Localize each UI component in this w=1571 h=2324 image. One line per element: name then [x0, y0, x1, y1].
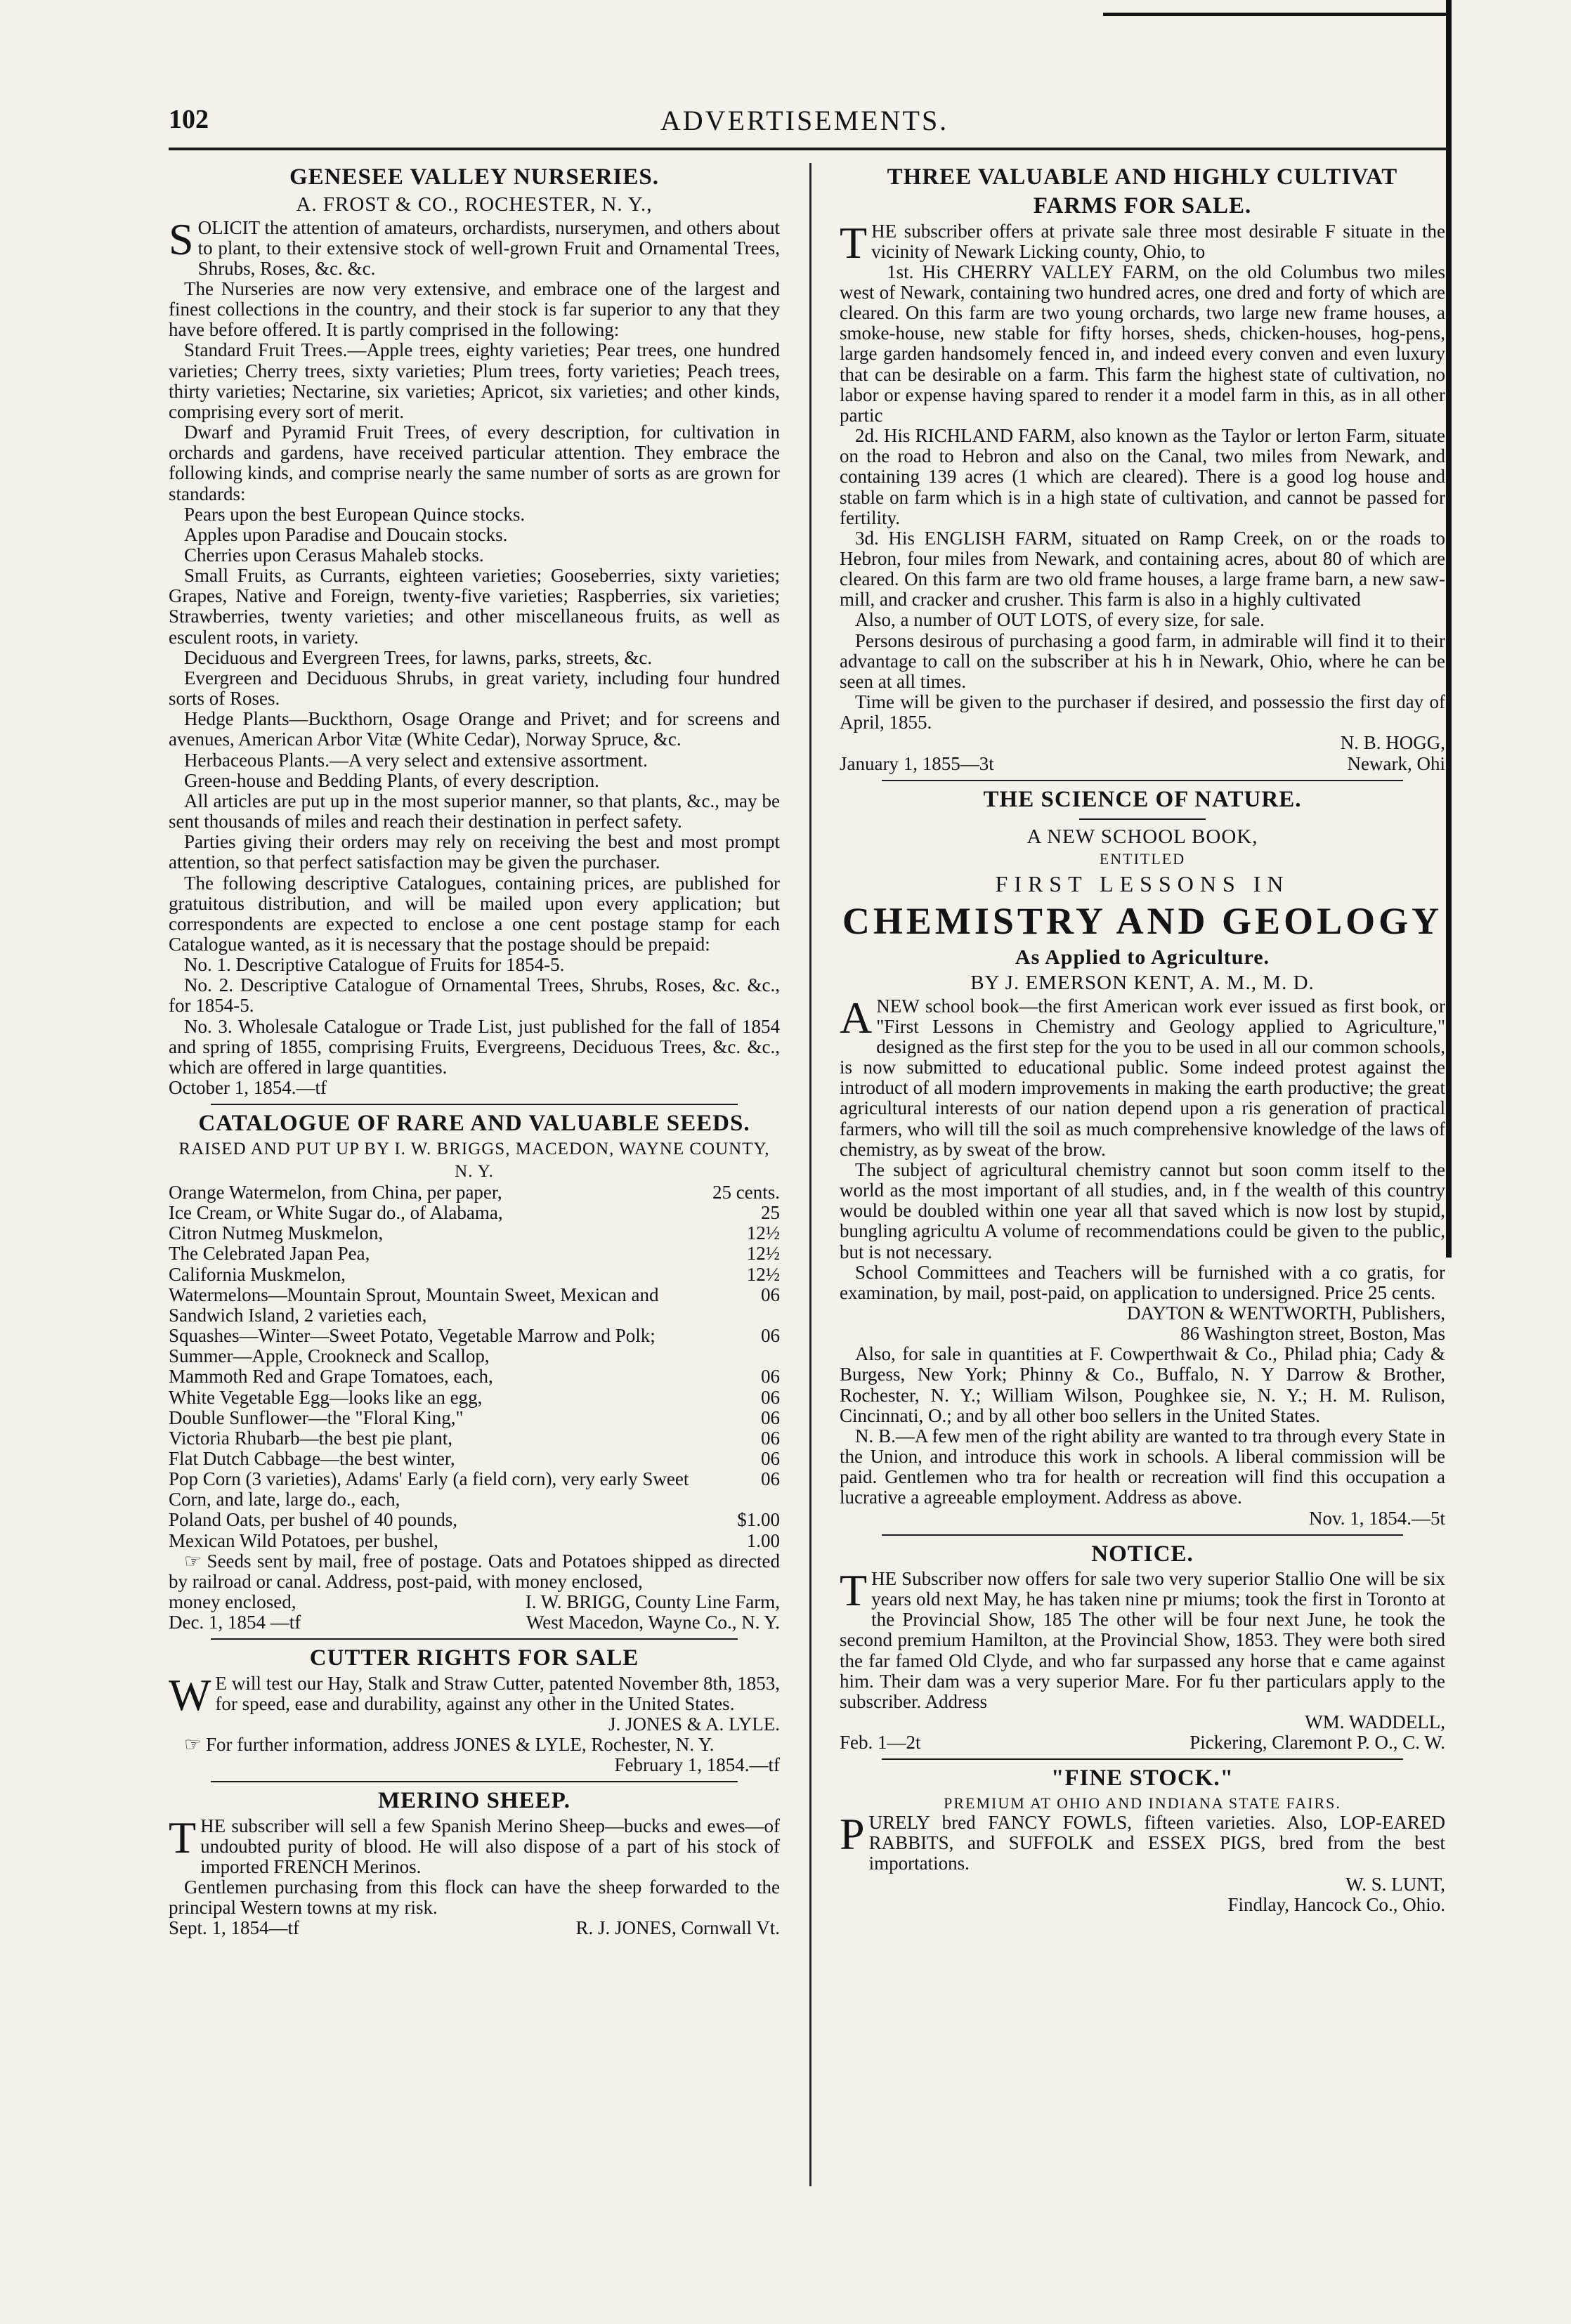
page-number: 102: [169, 105, 209, 134]
list-item: Mammoth Red and Grape Tomatoes, each, 06: [169, 1366, 780, 1388]
ad-notice-stallions: [840, 1540, 1445, 1754]
ad-paragraph: Green-house and Bedding Plants, of every description.: [184, 769, 599, 791]
ad-paragraph: The subject of agricultural chemistry cannot but soon comm itself to the world as the most important of all studies, and, in f the wealth of this country would be doubled within one year all that saved which is now lost by stupid, bungling agricultu A volume of recommendations could be given to the public, but is not necessary.: [840, 1158, 1445, 1262]
ad-title: CUTTER RIGHTS FOR SALE: [309, 1645, 639, 1671]
running-head: ADVERTISEMENTS.: [660, 105, 949, 136]
ad-date: Nov. 1, 1854.—5t: [1309, 1507, 1445, 1529]
ad-paragraph: ☞ For further information, address JONES & LYLE, Rochester, N. Y.: [184, 1734, 715, 1756]
book-title: CHEMISTRY AND GEOLOGY: [842, 899, 1443, 942]
ad-paragraph: Parties giving their orders may rely on receiving the best and most prompt attention, so that perfect satisfaction may be given the purchaser.: [169, 831, 780, 873]
ad-date: October 1, 1854.—tf: [169, 1077, 327, 1099]
ad-paragraph: Small Fruits, as Currants, eighteen varieties; Gooseberries, sixty varieties; Grapes, Native and Foreign, twenty-five varieties; Raspberries, six varieties; Strawberries, twenty varieties; and other miscellaneous fruits, as well as esculent roots, in variety.: [169, 565, 780, 648]
ad-subtitle: A NEW SCHOOL BOOK,: [1026, 825, 1258, 848]
ad-paragraph: PURELY bred FANCY FOWLS, fifteen varieties. Also, LOP-EARED RABBITS, and SUFFOLK and ESSEX PIGS, bred from the best importations.: [840, 1809, 1445, 1874]
scan-border-top: [1103, 13, 1450, 16]
ad-merino-sheep: [169, 1787, 780, 1938]
list-item: California Muskmelon, 12½: [169, 1263, 780, 1285]
list-item: White Vegetable Egg—looks like an egg, 06: [169, 1386, 780, 1408]
list-item: Poland Oats, per bushel of 40 pounds, $1.00: [169, 1509, 780, 1531]
ad-paragraph: Gentlemen purchasing from this flock can have the sheep forwarded to the principal Western towns at my risk.: [169, 1876, 780, 1919]
ad-subtitle: A. FROST & CO., ROCHESTER, N. Y.,: [296, 193, 653, 216]
scan-border-right: [1446, 0, 1452, 1258]
drop-cap: A: [840, 992, 873, 1043]
ad-paragraph: Deciduous and Evergreen Trees, for lawns, parks, streets, &c.: [184, 646, 653, 668]
list-item: Orange Watermelon, from China, per paper, 25 cents.: [169, 1181, 780, 1203]
list-item: Double Sunflower—the "Floral King," 06: [169, 1406, 780, 1428]
ad-title: "FINE STOCK.": [1051, 1765, 1234, 1791]
ad-paragraph: SOLICIT the attention of amateurs, orchardists, nurserymen, and others about to plant, to their extensive stock of well-grown Fruit and Ornamental Trees, Shrubs, Roses, &c. &c.: [169, 214, 780, 279]
book-author: BY J. EMERSON KENT, A. M., M. D.: [970, 972, 1315, 995]
title-rule: [1079, 818, 1206, 820]
ad-paragraph: THE subscriber offers at private sale three most desirable F situate in the vicinity of Newark Licking county, Ohio, to: [840, 217, 1445, 268]
ad-cutter-rights: [169, 1644, 780, 1775]
ad-paragraph: 2d. His RICHLAND FARM, also known as the Taylor or lerton Farm, situate on the road to Hebron and also on the Canal, two miles from Newark, and containing 139 acres (1 which are cleared). There is a good log house and stable on farm which is in a high state of cultivation, and cannot be passed for fertility.: [840, 425, 1445, 528]
ad-paragraph: Time will be given to the purchaser if desired, and possessio the first day of April, 1855.: [840, 691, 1445, 733]
ad-title: NOTICE.: [1091, 1541, 1194, 1567]
list-item: Citron Nutmeg Muskmelon, 12½: [169, 1222, 780, 1244]
ad-paragraph: 3d. His ENGLISH FARM, situated on Ramp Creek, on or the roads to Hebron, four miles from Newark, and containing acres, about 80 of which are cleared. On this farm are two old frame houses, a large frame barn, a new saw-mill, and cracker and crusher. This farm is also in a highly cultivated: [840, 527, 1445, 611]
signature-row: Feb. 1—2t Pickering, Claremont P. O., C. W.: [840, 1732, 1445, 1754]
ad-title: THREE VALUABLE AND HIGHLY CULTIVAT: [887, 164, 1398, 190]
signature-row: J. JONES & A. LYLE.: [608, 1713, 780, 1735]
ad-subtitle: PREMIUM AT OHIO AND INDIANA STATE FAIRS.: [944, 1794, 1341, 1812]
ad-paragraph: Evergreen and Deciduous Shrubs, in great variety, including four hundred sorts of Roses.: [169, 667, 780, 710]
list-item: Mexican Wild Potatoes, per bushel, 1.00: [169, 1529, 780, 1551]
ad-subtitle: RAISED AND PUT UP BY I. W. BRIGGS, MACEDON, WAYNE COUNTY, N. Y.: [178, 1140, 770, 1181]
column-divider: [809, 163, 811, 2186]
ad-paragraph: 1st. His CHERRY VALLEY FARM, on the old Columbus two miles west of Newark, containing two hundred acres, one dred and forty of which are cleared. On this farm are two young orchards, two large new frame houses, a smoke-house, new stable for fifty horses, sheds, chicken-houses, hog-pens, large garden handsomely fenced in, and indeed every conven and even luxury that can be desirable on a farm. This farm the highest state of cultivation, no labor or expense having spared to render it a model farm in this, as in all other partic: [840, 261, 1445, 426]
ad-paragraph: Herbaceous Plants.—A very select and extensive assortment.: [184, 749, 648, 771]
ad-genesee-nurseries: [169, 163, 780, 1098]
ad-divider: [882, 780, 1403, 781]
ad-divider: [882, 1534, 1403, 1536]
ad-paragraph: Also, a number of OUT LOTS, of every size, for sale.: [855, 609, 1265, 631]
list-item: The Celebrated Japan Pea, 12½: [169, 1243, 780, 1265]
ad-seeds-catalogue: [169, 1109, 780, 1633]
ad-paragraph: ☞ Seeds sent by mail, free of postage. Oats and Potatoes shipped as directed by railroad or canal. Address, post-paid, with money enclosed,: [169, 1550, 780, 1592]
ad-paragraph: No. 1. Descriptive Catalogue of Fruits for 1854-5.: [184, 954, 565, 976]
ad-paragraph: No. 2. Descriptive Catalogue of Ornamental Trees, Shrubs, Roses, &c. &c., for 1854-5.: [169, 974, 780, 1017]
ad-paragraph: Hedge Plants—Buckthorn, Osage Orange and Privet; and for screens and avenues, American Arbor Vitæ (White Cedar), Norway Spruce, &c.: [169, 708, 780, 750]
ad-title: GENESEE VALLEY NURSERIES.: [289, 164, 659, 190]
ad-paragraph: Dwarf and Pyramid Fruit Trees, of every description, for cultivation in orchards and gardens, have received particular attention. They embrace the following kinds, and comprise nearly the same number of sorts as are grown for standards:: [169, 422, 780, 504]
drop-cap: P: [840, 1809, 865, 1860]
right-column: [840, 163, 1445, 1919]
ad-paragraph: THE Subscriber now offers for sale two very superior Stallio One will be six years old next May, he has taken nine pr miums; took the first in Toronto at the Provincial Show, 185 The other will be four next June, he took the second premium Hamilton, at the Provincial Show, 1853. They were both sired the far famed Old Clyde, and who far surpassed any horse that e came against him. Their dam was a very superior Mare. For fu ther particulars apply to the subscriber. Address: [840, 1565, 1445, 1712]
list-item: Pop Corn (3 varieties), Adams' Early (a field corn), very early Sweet Corn, and late, large do., each, 06: [169, 1468, 780, 1510]
ad-title: FARMS FOR SALE.: [1033, 193, 1252, 219]
ad-paragraph: Cherries upon Cerasus Mahaleb stocks.: [184, 544, 484, 566]
signature-row: January 1, 1855—3t Newark, Ohi: [840, 752, 1445, 774]
page-header: [169, 104, 1440, 143]
list-item: Squashes—Winter—Sweet Potato, Vegetable Marrow and Polk; Summer—Apple, Crookneck and Scallop, 06: [169, 1325, 780, 1367]
drop-cap: T: [169, 1812, 197, 1862]
ad-divider: [882, 1758, 1403, 1760]
signature-row: WM. WADDELL,: [1305, 1711, 1445, 1733]
ad-paragraph: Also, for sale in quantities at F. Cowperthwait & Co., Philad phia; Cady & Burgess, New York; Phinny & Co., Buffalo, N. Y Darrow & Brother, Rochester, N. Y.; William Wilson, Poughkee sie, N. Y.; H. M. Rulison, Cincinnati, O.; and by all other boo sellers in the United States.: [840, 1343, 1445, 1426]
signature-row: DAYTON & WENTWORTH, Publishers,: [1126, 1303, 1445, 1324]
ad-paragraph: All articles are put up in the most superior manner, so that plants, &c., may be sent thousands of miles and reach their destination in perfect safety.: [169, 790, 780, 833]
signature-row: N. B. HOGG,: [1340, 732, 1445, 754]
ad-paragraph: School Committees and Teachers will be furnished with a co gratis, for examination, by mail, post-paid, on application to undersigned. Price 25 cents.: [840, 1261, 1445, 1303]
ad-farms-for-sale: [840, 163, 1445, 774]
signature-row: Dec. 1, 1854 —tf West Macedon, Wayne Co., N. Y.: [169, 1612, 780, 1633]
ad-divider: [211, 1104, 738, 1105]
ad-fine-stock: [840, 1764, 1445, 1915]
signature-row: W. S. LUNT,: [1345, 1873, 1445, 1895]
ad-paragraph: ANEW school book—the first American work ever issued as first book, or "First Lessons in Chemistry and Geology applied to Agriculture," designed as the first step for the you to be used in all our common schools, is now submitted to educational public. Some indeed protest against the introduct of all modern improvements in making the earth productive; the great agricultural interests of our nation depend upon a ris generation of practical farmers, who will till the soil as much comprehensive knowledge of the laws of chemistry, as by sweat of the brow.: [840, 992, 1445, 1160]
ad-paragraph: The following descriptive Catalogues, containing prices, are published for gratuitous distribution, and will be mailed upon every application; but correspondents are expected to enclose a one cent postage stamp for each Catalogue wanted, as it is necessary that the postage should be prepaid:: [169, 872, 780, 955]
signature-row: Sept. 1, 1854—tf R. J. JONES, Cornwall Vt.: [169, 1917, 780, 1939]
seed-price-list: [169, 1182, 780, 1551]
ad-paragraph: Persons desirous of purchasing a good farm, in admirable will find it to their advantage to call on the subscriber at his h in Newark, Ohio, where he can be seen at all times.: [840, 629, 1445, 692]
list-item: Ice Cream, or White Sugar do., of Alabama, 25: [169, 1202, 780, 1224]
signature-row: 86 Washington street, Boston, Mas: [1180, 1323, 1445, 1345]
list-item: Flat Dutch Cabbage—the best winter, 06: [169, 1448, 780, 1469]
ad-paragraph: THE subscriber will sell a few Spanish Merino Sheep—bucks and ewes—of undoubted purity of blood. He will also dispose of a part of his stock of imported FRENCH Merinos.: [169, 1812, 780, 1877]
ad-paragraph: No. 3. Wholesale Catalogue or Trade List, just published for the fall of 1854 and spring of 1855, comprising Fruits, Evergreens, Deciduous Trees, &c. &c., which are offered in large quantities.: [169, 1015, 780, 1078]
book-subtitle: As Applied to Agriculture.: [1015, 945, 1270, 969]
ad-divider: [211, 1781, 738, 1782]
list-item: Victoria Rhubarb—the best pie plant, 06: [169, 1427, 780, 1449]
ad-title: CATALOGUE OF RARE AND VALUABLE SEEDS.: [198, 1111, 750, 1137]
ad-paragraph: W E will test our Hay, Stalk and Straw Cutter, patented November 8th, 1853, for speed, ease and durability, against any other in the United States.: [169, 1669, 780, 1720]
drop-cap: S: [169, 214, 194, 264]
drop-cap: T: [840, 217, 868, 268]
list-item: Watermelons—Mountain Sprout, Mountain Sweet, Mexican and Sandwich Island, 2 varieties each, 06: [169, 1284, 780, 1326]
signature-row: Findlay, Hancock Co., Ohio.: [1227, 1893, 1445, 1915]
ad-divider: [211, 1638, 738, 1640]
ad-paragraph: The Nurseries are now very extensive, and embrace one of the largest and finest collections in the country, and their stock is far superior to any that they have before offered. It is partly comprised in the following:: [169, 278, 780, 341]
header-rule: [169, 148, 1449, 150]
book-title-line: FIRST LESSONS IN: [995, 870, 1290, 896]
ad-paragraph: Standard Fruit Trees.—Apple trees, eighty varieties; Pear trees, one hundred varieties; Cherry trees, sixty varieties; Plum trees, forty varieties; Peach trees, thirty varieties; Nectarine, six varieties; Apricot, six varieties; and other kinds, comprising every sort of merit.: [169, 339, 780, 422]
ad-science-of-nature: [840, 785, 1445, 1529]
signature-row: money enclosed, I. W. BRIGG, County Line Farm,: [169, 1591, 780, 1613]
drop-cap: W: [169, 1669, 211, 1720]
ad-title: MERINO SHEEP.: [377, 1788, 571, 1814]
left-column: [169, 163, 780, 1943]
ad-paragraph: Apples upon Paradise and Doucain stocks.: [184, 523, 508, 545]
ad-subtitle: ENTITLED: [1099, 850, 1186, 868]
ad-date: February 1, 1854.—tf: [614, 1754, 780, 1776]
drop-cap: T: [840, 1565, 868, 1615]
ad-title: THE SCIENCE OF NATURE.: [983, 786, 1302, 812]
ad-paragraph: Pears upon the best European Quince stocks.: [184, 503, 526, 525]
ad-paragraph: N. B.—A few men of the right ability are wanted to tra through every State in the Union, and introduce this work in schools. A liberal commission will be paid. Gentlemen who tra for health or recreation will find this occupation a lucrative a agreeable employment. Address as above.: [840, 1425, 1445, 1508]
